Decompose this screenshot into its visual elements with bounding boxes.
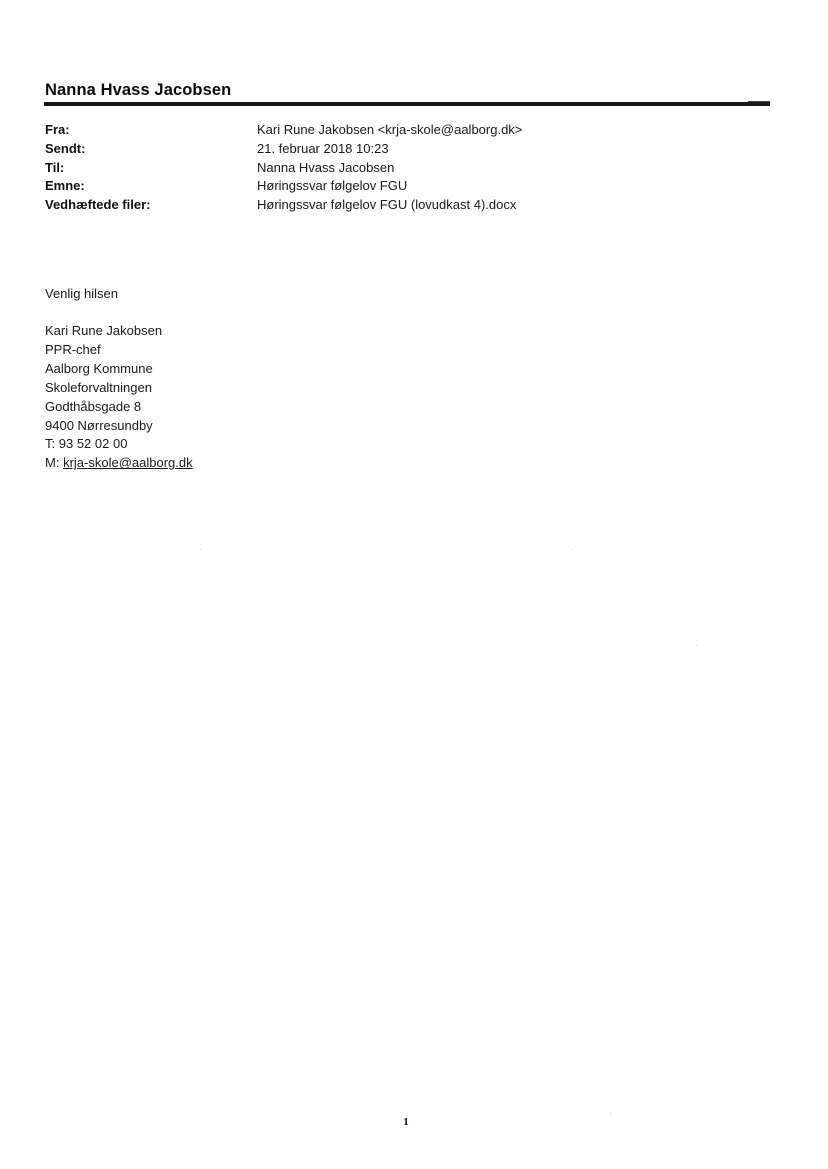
header-row-from: [45, 121, 745, 140]
scan-speck: [610, 1113, 611, 1114]
header-row-subject: [45, 177, 745, 196]
scan-speck: [696, 645, 697, 646]
header-row-to: [45, 159, 745, 178]
page-number: 1: [403, 1116, 409, 1128]
header-label-from: Fra:: [45, 122, 70, 137]
email-label: M:: [45, 455, 60, 471]
header-label-to: Til:: [45, 159, 65, 175]
email-header-table: [45, 121, 745, 215]
signature-role: PPR-chef: [45, 341, 101, 357]
header-label-sent: Sendt:: [45, 140, 86, 156]
email-link[interactable]: krja-skole@aalborg.dk: [63, 455, 193, 471]
header-label-attachments: Vedhæftede filer:: [45, 197, 151, 213]
signature-phone-line: [45, 435, 193, 454]
phone-number: 93 52 02 00: [58, 436, 128, 452]
header-label-subject: Emne:: [45, 178, 85, 194]
signature-street: Godthåbsgade 8: [45, 398, 142, 414]
scan-speck: [572, 549, 573, 550]
header-row-sent: [45, 140, 745, 159]
signature-city: 9400 Nørresundby: [45, 417, 153, 433]
header-value-subject: Høringssvar følgelov FGU: [257, 178, 408, 194]
page-title: Nanna Hvass Jacobsen: [45, 81, 232, 99]
header-value-to: Nanna Hvass Jacobsen: [257, 159, 395, 175]
signature-block: [45, 322, 193, 473]
greeting: Venlig hilsen: [45, 286, 118, 301]
signature-name: Kari Rune Jakobsen: [45, 323, 163, 338]
header-row-attachments: [45, 196, 745, 215]
header-value-sent: 21. februar 2018 10:23: [257, 140, 389, 156]
phone-label: T:: [45, 436, 56, 452]
signature-email-line: [45, 454, 193, 473]
scan-speck: [200, 549, 201, 550]
header-value-attachments: Høringssvar følgelov FGU (lovudkast 4).docx: [257, 197, 517, 213]
title-divider: [44, 102, 770, 106]
header-value-from: Kari Rune Jakobsen <krja-skole@aalborg.dk>: [257, 122, 523, 137]
signature-department: Skoleforvaltningen: [45, 379, 152, 395]
signature-organization: Aalborg Kommune: [45, 360, 153, 376]
